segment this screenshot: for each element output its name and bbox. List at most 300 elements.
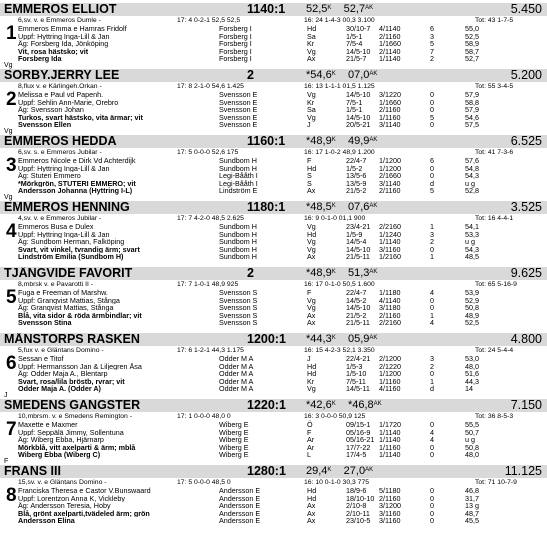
race-time: 48,9 [465,310,479,320]
stats-2016: 16: 15 4-2-3 52,1 3.350 [304,347,375,354]
race-date-column [346,487,374,525]
race-time: 51,6 [465,369,479,378]
race-time: 48,0 [465,361,479,371]
race-date: 14/5-10 [346,244,371,254]
horse-entry [0,399,547,465]
race-track: Vg [307,222,316,231]
race-trainer: Andersson E [219,486,261,495]
race-result-column [430,421,434,459]
info-line: Uppf: Hyttring Inga-Lill & Jan [18,164,110,172]
race-time: 57,5 [465,120,479,129]
race-result: 0 [430,516,434,525]
race-date: 14/5-10 [346,112,371,122]
race-distance-column [379,25,401,63]
info-line: Äg: Granqvist Mattias, Stånga [18,304,114,312]
race-result: d [430,384,434,393]
race-trainer: Sundbom H [219,252,257,261]
info-line: Odder Maja A. (Odder A) [18,385,101,393]
info-line: Sessan e Titof [18,355,64,363]
race-distance: 1/1140 [379,435,401,444]
info-line: Emmeros Emma e Hamras Fridolf [18,25,127,33]
race-trainer: Svensson E [219,120,258,129]
race-distance: 3/1160 [379,516,401,525]
race-track: Vg [307,303,316,312]
race-trainer: Svensson E [219,105,258,114]
race-date: 13/5-6 [346,171,367,180]
best-time-k: *54,6 [306,69,332,81]
record-value: 1140:1 [247,3,286,16]
start-number: 8 [6,485,17,506]
info-line: Wiberg Ebba (Wiberg C) [18,451,101,459]
race-distance: 1/1140 [379,54,401,63]
race-track: Vg [307,90,316,99]
horse-header-bar [0,399,547,412]
horse-pedigree: 15,sv. v. e Gläntans Domino - [18,479,107,486]
horse-name: SMEDENS GANGSTER [4,399,141,412]
race-time: 54,1 [465,222,479,231]
race-result: 3 [430,229,434,239]
info-line: Turkos, svart hästsko, vita ärmar; vit [18,113,143,121]
info-line: Svart, rosa/lila bröstb, rvrar; vit [18,377,125,385]
best-time-ak: 51,3 [347,267,370,279]
track-code: Vg [4,128,13,135]
horse-header-bar [0,135,547,148]
race-track-column [307,25,316,63]
race-date: 22/4-21 [346,354,371,363]
race-result: 2 [430,54,434,63]
record-value: 1160:1 [247,135,286,148]
race-result: 0 [430,486,434,495]
race-date: 17/4-5 [346,450,367,459]
best-time-k: *44,3 [306,333,332,345]
race-distance: 3/1140 [379,120,401,129]
info-line: Blå, grönt axelparti,tvädeled ärm; grön [18,509,150,517]
race-distance: 1/1140 [379,427,401,437]
race-trainer: Wiberg E [219,420,249,429]
race-date: 21/5-11 [346,318,370,327]
race-trainer-column [219,157,258,195]
race-distance: 3/1160 [379,244,401,254]
race-date-column [346,223,370,261]
info-line: Emmeros Busa e Dulex [18,223,94,231]
stats-2016: 16: 10 0-1-0 30,3 775 [304,479,369,486]
horse-name: SÖRBY.JERRY LEE [4,69,120,82]
horse-info [18,157,248,195]
info-line: Äg: Odder Maja A., Blentarp [18,370,108,378]
race-result: 6 [430,156,434,165]
best-time-k: *48,5 [306,201,332,213]
info-line: Fuga e Freeman of Marshw. [18,289,108,297]
race-result: 0 [430,171,434,180]
race-distance-column [379,421,401,459]
record-value: 1220:1 [247,399,286,412]
record-value: 1280:1 [247,465,286,478]
race-result: 5 [430,112,434,122]
start-number: 4 [6,221,17,242]
horse-name: MÅNSTORPS RASKEN [4,333,140,346]
race-date: 7/5-1 [346,97,363,107]
race-trainer: Andersson E [219,516,261,525]
race-time: 54,3 [465,244,479,254]
stats-2017: 17: 1 0-0-0 48,0 0 [177,413,231,420]
race-time-column [465,421,479,459]
race-time: 50,8 [465,303,479,312]
race-track: Vg [307,384,316,393]
race-date-column [346,25,370,63]
horse-prize: 9.625 [510,267,542,280]
horse-best-times [306,135,377,148]
best-time-k-marker: K [327,467,332,473]
track-code: F [4,458,9,465]
race-time-column [465,289,479,327]
race-time: 45,5 [465,516,479,525]
race-trainer: Odder M A [219,376,254,386]
race-time: 52,5 [465,31,479,41]
best-time-ak-marker: AK [369,335,378,341]
race-result-column [430,25,434,63]
horse-header-bar [0,69,547,82]
race-result: 1 [430,310,434,320]
race-date: 21/5-2 [346,310,367,320]
info-line: Melissa e Paul vd Papenh. [18,91,104,99]
race-result: 0 [430,442,434,452]
best-time-ak: *46,8 [347,399,374,411]
race-trainer: Odder M A [219,354,254,363]
race-distance-column [379,91,401,129]
horse-best-times [306,69,377,82]
stats-total: Tot: 36 8-5-3 [475,413,514,420]
race-time: 48,5 [465,252,479,261]
race-track: Kr [307,376,315,386]
race-distance: 1/1180 [379,288,401,297]
best-time-k: 29,4 [306,465,328,477]
record-value: 2 [247,267,254,280]
race-result: 4 [430,318,434,327]
horse-entry [0,465,547,531]
race-track: Ar [307,442,315,452]
race-time: 31,7 [465,493,479,503]
best-time-ak: 49,9 [347,135,370,147]
best-time-ak-marker: AK [369,137,378,143]
race-result: 0 [430,303,434,312]
stats-total: Tot: 43 1-7-5 [475,17,514,24]
horse-record [247,201,285,214]
race-distance: 1/1200 [379,156,401,165]
track-code: Vg [4,194,13,201]
race-time: u g [465,237,475,246]
race-track: Ö [307,420,313,429]
race-track: F [307,156,312,165]
race-time: 50,8 [465,442,479,452]
best-time-k-marker: K [331,335,336,341]
race-date: 21/5-2 [346,186,367,195]
race-track: Ar [307,435,315,444]
horse-entry [0,333,547,399]
race-distance: 1/1160 [379,376,401,386]
race-track: Ax [307,318,316,327]
race-track: Vg [307,46,316,56]
race-distance: 1/1720 [379,420,401,429]
race-date: 7/5-4 [346,39,363,48]
race-track: Hd [307,24,317,33]
horse-best-times [306,267,377,280]
race-track: Ax [307,186,316,195]
horse-pedigree: 5,fux v. e Gläntans Domino - [18,347,104,354]
stats-total: Tot: 65 5-16-9 [475,281,517,288]
stats-2016: 16: 9 0-1-0 01,1 900 [304,215,366,222]
race-time-column [465,487,479,525]
info-line: Maxette e Maxmer [18,421,78,429]
race-distance: 1/1200 [379,163,401,173]
race-distance-column [379,289,401,327]
race-track: Ax [307,252,316,261]
race-distance: 1/1240 [379,229,401,239]
race-date-column [346,355,370,393]
race-date: 09/15-1 [346,420,371,429]
stats-2016: 16: 17 0-1-0 50,5 1.600 [304,281,375,288]
info-line: Uppf: Lorentzon Anna K, Vickleby [18,494,125,502]
race-trainer: Svensson E [219,112,258,122]
race-trainer-column [219,223,257,261]
race-trainer-column [219,421,249,459]
stats-total: Tot: 16 4-4-1 [475,215,514,222]
race-result: 0 [430,493,434,503]
race-distance: 1/1660 [379,39,401,48]
race-distance: 2/1160 [379,105,401,114]
race-date-column [346,289,370,327]
race-trainer: Sundbom H [219,244,257,254]
race-result: 0 [430,244,434,254]
race-trainer: Wiberg E [219,450,249,459]
race-time: 58,8 [465,97,479,107]
race-date-column [346,157,366,195]
race-date: 2/10-11 [346,508,370,518]
track-code: J [4,392,8,399]
race-trainer: Forsberg I [219,39,252,48]
stats-2017: 17: 8 2-1-0 54,6 1.425 [177,83,244,90]
race-date: 1/5-9 [346,229,363,239]
horse-info [18,421,248,459]
race-trainer: Svensson S [219,288,258,297]
race-track: Ax [307,516,316,525]
race-result-column [430,289,434,327]
race-date: 1/5-2 [346,163,363,173]
horse-name: EMMEROS HENNING [4,201,130,214]
best-time-k: *48,9 [306,135,332,147]
info-line: Forsberg Ida [18,55,62,63]
best-time-k-marker: K [331,71,336,77]
race-time: 54,8 [465,163,479,173]
race-trainer-column [219,355,253,393]
race-result: 0 [430,105,434,114]
race-time-column [465,223,479,261]
race-distance: 2/1200 [379,354,401,363]
horse-prize: 7.150 [510,399,542,412]
race-trainer: Forsberg I [219,54,252,63]
race-result: 4 [430,435,434,444]
horse-record [247,267,254,280]
race-track: J [307,120,311,129]
horse-name: EMMEROS HEDDA [4,135,117,148]
race-result: 2 [430,237,434,246]
race-time-column [465,91,479,129]
horse-name: EMMEROS ELLIOT [4,3,117,16]
horse-prize: 3.525 [510,201,542,214]
start-number: 3 [6,155,17,176]
race-date: 13/5-9 [346,178,367,188]
best-time-ak-marker: AK [369,269,378,275]
info-line: Mörkblå, vitt axelparti & ärm; mblå [18,443,136,451]
race-time: 53,0 [465,354,479,363]
best-time-ak-marker: AK [365,5,374,11]
race-distance: 1/1140 [379,450,401,459]
horse-header-bar [0,267,547,280]
race-result-column [430,487,434,525]
race-date-column [346,421,374,459]
race-track: Ax [307,54,316,63]
race-track: Hd [307,486,317,495]
race-distance: 2/1160 [379,310,401,320]
race-distance: 4/1140 [379,295,401,305]
best-time-ak-marker: AK [373,401,382,407]
race-result: 0 [430,501,434,510]
race-track: Ax [307,501,316,510]
info-line: Äg: Forsberg Ida, Jönköping [18,40,109,48]
horse-entry [0,201,547,267]
race-track: Sa [307,105,316,114]
race-time: 57,6 [465,156,479,165]
stats-2016: 16: 17 1-0-2 48,9 1.200 [304,149,375,156]
best-time-k-marker: K [331,137,336,143]
race-result: 5 [430,39,434,48]
best-time-k-marker: K [331,203,336,209]
horse-pedigree: 6,sv. v. e Emmeros Dumle - [18,17,101,24]
race-track-column [307,487,316,525]
horse-best-times [306,201,377,214]
record-value: 2 [247,69,254,82]
race-trainer: Odder M A [219,384,254,393]
race-result: 0 [430,163,434,173]
race-date: 23/4-21 [346,222,371,231]
start-number: 2 [6,89,17,110]
race-track: S [307,178,312,188]
race-distance: 2/1160 [379,31,401,41]
horse-header-bar [0,3,547,16]
race-date: 2/10-8 [346,501,367,510]
best-time-ak-marker: AK [369,203,378,209]
race-track: Ax [307,310,316,320]
stats-total: Tot: 55 3-4-5 [475,83,514,90]
race-result: 0 [430,295,434,305]
info-line: Äg: Sundbom Herman, Falköping [18,238,125,246]
race-date: 30/10-7 [346,24,371,33]
race-track: Kr [307,97,315,107]
race-distance: 2/2160 [379,222,401,231]
horse-best-times [306,465,373,478]
horse-name: FRANS III [4,465,61,478]
race-date: 1/5-3 [346,361,363,371]
best-time-k: 52,5 [306,3,328,15]
race-trainer: Legi-Bååth I [219,178,258,188]
race-trainer-column [219,91,257,129]
race-time: 52,8 [465,186,479,195]
info-line: Lindström Emilia (Sundbom H) [18,253,124,261]
race-time-column [465,157,479,195]
race-result-column [430,355,434,393]
stats-2016: 16: 3 0-0-0 50,9 125 [304,413,366,420]
race-trainer: Lindström E [219,186,258,195]
start-number: 5 [6,287,17,308]
stats-2017: 17: 4 0-2-1 52,5 52,5 [177,17,241,24]
race-result: 0 [430,90,434,99]
horse-record [247,69,254,82]
record-value: 1200:1 [247,333,286,346]
race-track: Vg [307,295,316,305]
info-line: Emmeros Nicole e Dirk Vd Achterdijk [18,157,136,165]
race-date: 05/16-21 [346,435,375,444]
stats-total: Tot: 41 7-3-6 [475,149,514,156]
race-track: Vg [307,244,316,254]
info-line: Uppf: Hyttring Inga-Lill & Jan [18,230,110,238]
race-trainer: Odder M A [219,361,254,371]
race-result: 3 [430,31,434,41]
race-time: 54,3 [465,171,479,180]
race-track: L [307,450,311,459]
race-trainer: Svensson E [219,90,258,99]
horse-entry [0,69,547,135]
race-date: 1/5-1 [346,105,363,114]
race-time: 44,3 [465,376,479,386]
race-time: 55,0 [465,24,479,33]
race-track: Hd [307,361,317,371]
race-time: 52,9 [465,295,479,305]
race-result: 5 [430,186,434,195]
race-date: 1/5-10 [346,369,367,378]
race-time-column [465,25,479,63]
race-trainer: Sundbom H [219,163,257,173]
stats-2016: 16: 24 1-4-3 00,3 3.100 [304,17,375,24]
race-track-column [307,289,316,327]
race-trainer: Forsberg I [219,46,252,56]
race-distance: 2/1140 [379,46,401,56]
info-line: Äg: Wiberg Ebba, Hjärnarp [18,436,104,444]
info-line: Uppf: Hermansson Jan & Liljegren Åsa [18,362,142,370]
race-date: 17/7-22 [346,442,371,452]
stats-2017: 17: 7 4-2-0 48,5 2.625 [177,215,244,222]
race-time: 53,3 [465,229,479,239]
race-result-column [430,223,434,261]
horse-entry [0,267,547,333]
horse-best-times [306,3,373,16]
best-time-ak: 07,0 [347,69,370,81]
race-distance-column [379,157,401,195]
race-track-column [307,91,316,129]
best-time-ak: 27,0 [343,465,366,477]
race-result: 4 [430,427,434,437]
race-result: d [430,178,434,188]
race-track: S [307,171,312,180]
race-distance-column [379,223,401,261]
race-track: Hd [307,493,317,503]
best-time-ak-marker: AK [369,71,378,77]
race-track: Hd [307,163,317,173]
race-date: 14/5-10 [346,90,371,99]
race-result: 2 [430,361,434,371]
race-result-column [430,91,434,129]
race-date: 7/5-11 [346,376,366,386]
race-date: 14/5-2 [346,295,367,305]
best-time-ak-marker: AK [365,467,374,473]
